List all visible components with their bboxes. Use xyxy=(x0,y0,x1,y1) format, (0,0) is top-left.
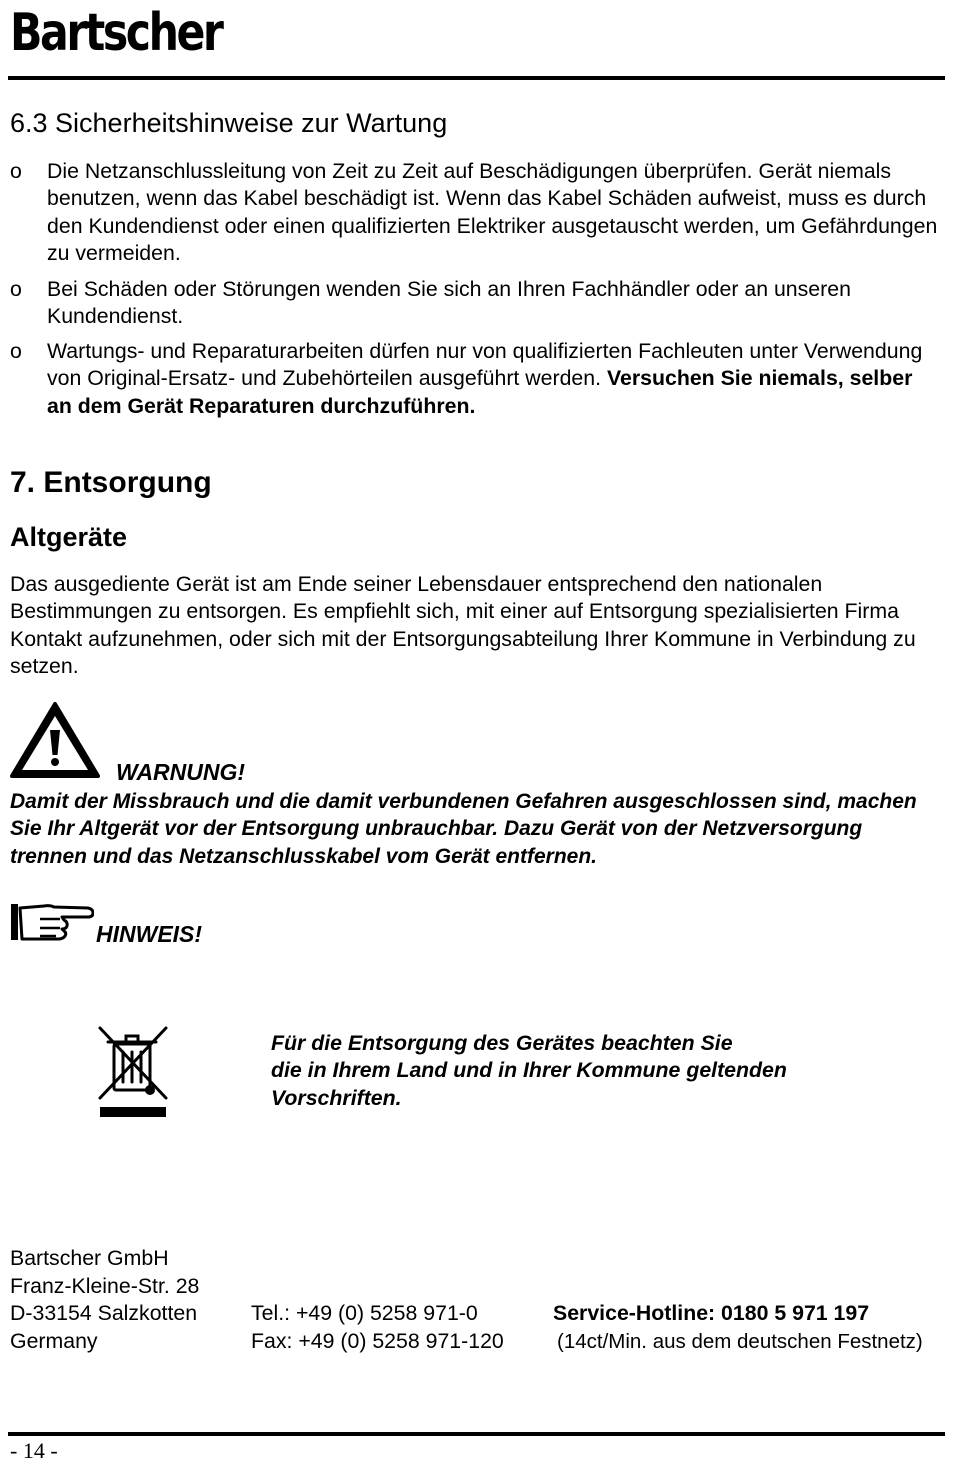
country: Germany xyxy=(10,1329,98,1353)
company-name: Bartscher GmbH xyxy=(10,1246,169,1270)
service-hotline: Service-Hotline: 0180 5 971 197 xyxy=(553,1301,870,1325)
warning-triangle-icon xyxy=(8,700,102,780)
brand-logo: Bartscher xyxy=(10,3,222,63)
disposal-note-line: Für die Entsorgung des Gerätes beachten Sie xyxy=(271,1031,733,1055)
section-7-subheading: Altgeräte xyxy=(10,522,128,552)
hint-label: HINWEIS! xyxy=(96,921,203,947)
bullet-marker: o xyxy=(10,159,22,183)
warning-label: WARNUNG! xyxy=(116,759,246,785)
city-address: D-33154 Salzkotten xyxy=(10,1301,198,1325)
bullet-marker: o xyxy=(10,339,22,363)
list-item xyxy=(10,158,940,268)
fax: Fax: +49 (0) 5258 971-120 xyxy=(251,1329,504,1353)
list-item-text-bold: Versuchen Sie niemals, selber an dem Gerät Reparaturen durchzuführen. xyxy=(47,366,913,418)
bullet-marker: o xyxy=(10,277,22,301)
disposal-note xyxy=(271,1030,921,1112)
list-item xyxy=(10,338,940,420)
list-item-text xyxy=(47,338,940,420)
disposal-note-line: die in Ihrem Land und in Ihrer Kommune geltenden xyxy=(271,1058,787,1083)
warning-text: Damit der Missbrauch und die damit verbundenen Gefahren ausgeschlossen sind, machen Sie Ihr Altgerät vor der Entsorgung unbrauchbar. Dazu Gerät von der Netzversorgung trennen und das Netzanschlusskabel vom Gerät entfernen. xyxy=(10,790,917,868)
disposal-note-line: Vorschriften. xyxy=(271,1085,402,1110)
disposal-paragraph: Das ausgediente Gerät ist am Ende seiner Lebensdauer entsprechend den nationalen Bestimmungen zu entsorgen. Es empfiehlt sich, mit einer auf Entsorgung spezialisierten Firma Kontakt aufzunehmen, oder sich mit der Entsorgungsabteilung Ihrer Kommune in Verbindung zu setzen. xyxy=(10,572,916,679)
hotline-note: (14ct/Min. aus dem deutschen Festnetz) xyxy=(557,1330,923,1353)
page-number: - 14 - xyxy=(10,1438,58,1463)
section-7-heading: 7. Entsorgung xyxy=(10,466,212,499)
list-item-text-regular: Wartungs- und Reparaturarbeiten dürfen nur von qualifizierten Fachleuten unter Verwendung von Original-Ersatz- und Zubehörteilen ausgeführt werden. xyxy=(47,339,923,391)
crossed-out-bin-icon xyxy=(92,1022,174,1122)
list-item-text: Die Netzanschlussleitung von Zeit zu Zeit auf Beschädigungen überprüfen. Gerät niemals benutzen, wenn das Kabel beschädigt ist. Wenn das Kabel Schäden aufweist, muss es durch den Kundendienst oder einen qualifizierten Elektriker ausgetauscht werden, um Gefährdungen zu vermeiden. xyxy=(47,159,938,266)
footer-divider xyxy=(8,1432,945,1436)
list-item xyxy=(10,276,940,331)
telephone: Tel.: +49 (0) 5258 971-0 xyxy=(251,1301,478,1325)
street-address: Franz-Kleine-Str. 28 xyxy=(10,1274,200,1298)
list-item-text: Bei Schäden oder Störungen wenden Sie sich an Ihren Fachhändler oder an unseren Kundendienst. xyxy=(47,277,851,329)
header-divider xyxy=(8,76,945,80)
section-6-3-heading: 6.3 Sicherheitshinweise zur Wartung xyxy=(10,108,448,138)
pointing-hand-icon xyxy=(10,898,94,944)
